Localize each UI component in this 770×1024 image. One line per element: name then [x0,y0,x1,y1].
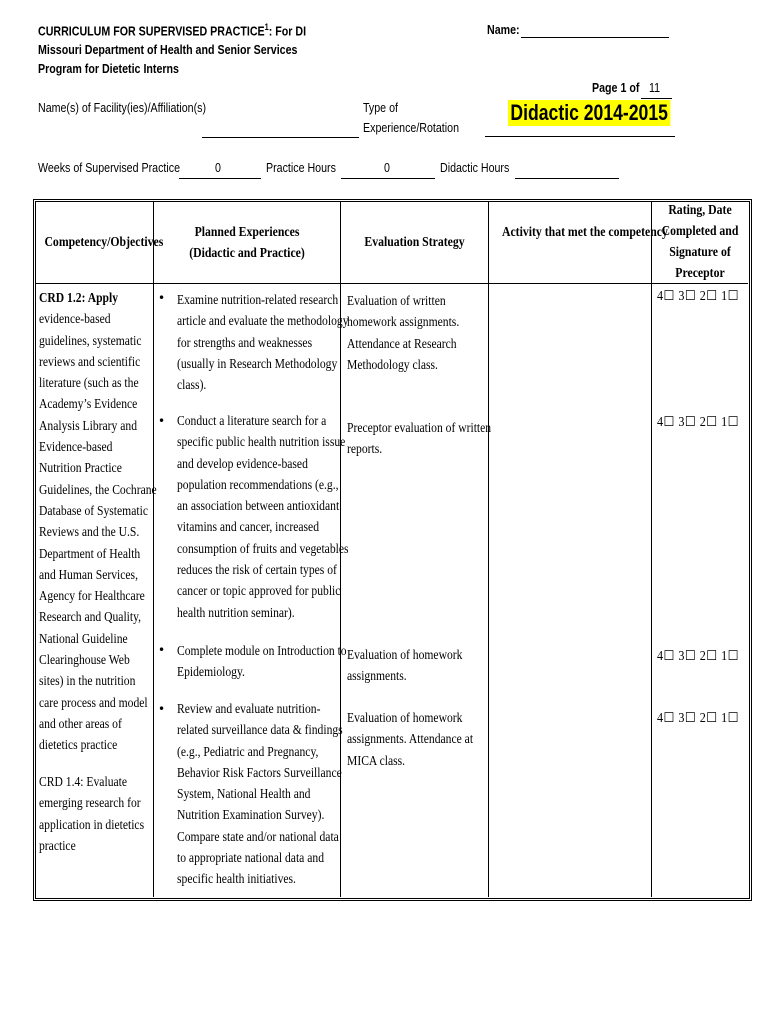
practice-hours-field[interactable] [341,178,435,179]
competency-crd-1-4: CRD 1.4: Evaluate emerging research for application in dietetics practice [39,774,145,853]
practice-hours-value: 0 [384,160,390,175]
page-total-underline [641,98,672,99]
rating-checkboxes-3[interactable]: 4☐ 3☐ 2☐ 1☐ [657,648,739,663]
page-total: 11 [649,80,661,95]
column-header-competency: Competency/Objectives [44,235,164,250]
didactic-hours-label: Didactic Hours [440,160,510,175]
experience-item-3: Complete module on Introduction to Epidemiology. [177,643,347,680]
weeks-label: Weeks of Supervised Practice [38,160,181,175]
name-label: Name: [487,22,520,37]
column-header-experiences-line1: Planned Experiences [194,225,300,240]
weeks-value: 0 [215,160,221,175]
experience-field[interactable] [485,136,675,137]
evaluation-item-3: Evaluation of homework assignments. [347,647,463,684]
column-header-evaluation: Evaluation Strategy [364,235,465,250]
column-header-experiences-line2: (Didactic and Practice) [189,246,305,261]
bullet-icon: • [158,291,166,305]
bullet-icon: • [158,643,166,657]
page-label: Page 1 of [592,80,640,95]
name-field[interactable] [521,37,669,38]
evaluation-item-2: Preceptor evaluation of written reports. [347,420,492,457]
evaluation-item-1: Evaluation of written homework assignments. Attendance at Research Methodology class. [347,293,460,372]
rating-checkboxes-1[interactable]: 4☐ 3☐ 2☐ 1☐ [657,288,739,303]
type-label-line1: Type of [363,100,398,115]
competency-crd-1-2: CRD 1.2: Apply evidence-based guidelines, systematic reviews and scientific literature (such as the Academy’s Evidence Analysis Library and Evidence-based Nutrition Practice Guidelines, the Cochrane Database of Systematic Reviews and the U.S. Department of Health and Human Services, Agency for Healthcare Research and Quality, National Guideline Clearinghouse Web sites) in the nutrition care process and model and other areas of dietetics practice [39,290,157,753]
weeks-field[interactable] [179,178,261,179]
column-header-activity: Activity that met the competency [501,225,668,240]
rating-checkboxes-4[interactable]: 4☐ 3☐ 2☐ 1☐ [657,710,739,725]
column-divider-4 [651,201,652,897]
experience-item-4: Review and evaluate nutrition- related surveillance data & findings (e.g., Pediatric and Pregnancy, Behavior Risk Factors Surveillance System, National Health and Nutrition Examination Survey). Compare state and/or national data to appropriate national data and specific health initiatives. [177,701,343,887]
practice-hours-label: Practice Hours [266,160,336,175]
facility-label: Name(s) of Facility(ies)/Affiliation(s) [38,100,207,115]
document-title: CURRICULUM FOR SUPERVISED PRACTICE$^1$: For DI [38,22,307,39]
program-name: Program for Dietetic Interns [38,61,179,76]
column-header-rating: Rating, Date Completed and Signature of Preceptor [661,203,739,281]
evaluation-item-4: Evaluation of homework assignments. Attendance at MICA class. [347,710,474,768]
experience-type-value: Didactic 2014-2015 [508,100,670,126]
didactic-hours-field[interactable] [515,178,619,179]
department-name: Missouri Department of Health and Senior Services [38,42,298,57]
column-divider-3 [488,201,489,897]
facility-field[interactable] [202,137,359,138]
experience-item-1: Examine nutrition-related research article and evaluate the methodology for strengths and weaknesses (usually in Research Methodology class). [177,292,349,393]
bullet-icon: • [158,414,166,428]
experience-item-2: Conduct a literature search for a specific public health nutrition issue and develop evidence-based population recommendations (e.g., an association between antioxidant vitamins and cancer, increased consumption of fruits and vegetables reduces the risk of certain types of cancer or topic approved for public health nutrition seminar). [177,413,349,620]
header-row-divider [35,283,748,284]
bullet-icon: • [158,702,166,716]
type-label-line2: Experience/Rotation [363,120,460,135]
rating-checkboxes-2[interactable]: 4☐ 3☐ 2☐ 1☐ [657,414,739,429]
